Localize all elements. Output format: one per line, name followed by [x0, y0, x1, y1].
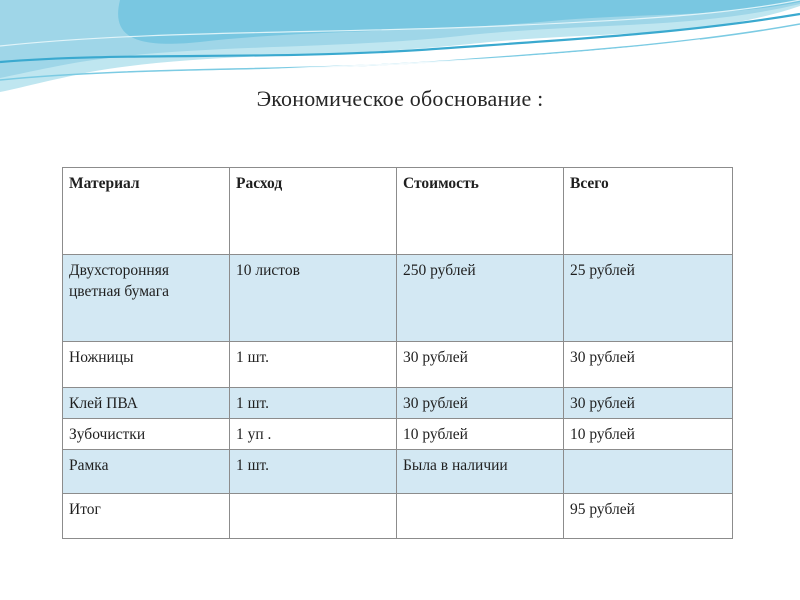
table-cell: 95 рублей [564, 494, 733, 539]
header-wave-decoration [0, 0, 800, 100]
table-row [63, 388, 733, 419]
table-cell: Была в наличии [397, 450, 564, 494]
table-cell: 1 шт. [230, 450, 397, 494]
table-row [63, 255, 733, 342]
table-row [63, 342, 733, 388]
header-consumption: Расход [230, 168, 397, 255]
table-cell: 10 рублей [397, 419, 564, 450]
table-cell: 30 рублей [564, 388, 733, 419]
table-cell: 10 рублей [564, 419, 733, 450]
header-total: Всего [564, 168, 733, 255]
table-cell: 25 рублей [564, 255, 733, 342]
table-row [63, 419, 733, 450]
table-cell: 30 рублей [564, 342, 733, 388]
table-cell: 1 шт. [230, 342, 397, 388]
table-cell: Ножницы [63, 342, 230, 388]
table-cell: 30 рублей [397, 388, 564, 419]
table-cell: Двухсторонняя цветная бумага [63, 255, 230, 342]
economic-justification-table [62, 167, 733, 539]
table-header-row [63, 168, 733, 255]
table-cell: Итог [63, 494, 230, 539]
table-cell: Зубочистки [63, 419, 230, 450]
table-cell: 1 шт. [230, 388, 397, 419]
table-cell: 10 листов [230, 255, 397, 342]
table-cell: 1 уп . [230, 419, 397, 450]
table-cell [564, 450, 733, 494]
table-cell [397, 494, 564, 539]
header-cost: Стоимость [397, 168, 564, 255]
table-cell: 30 рублей [397, 342, 564, 388]
table-cell: Клей ПВА [63, 388, 230, 419]
header-material: Материал [63, 168, 230, 255]
table-cell: Рамка [63, 450, 230, 494]
table-cell: 250 рублей [397, 255, 564, 342]
table-row [63, 450, 733, 494]
table-cell [230, 494, 397, 539]
table-row-total [63, 494, 733, 539]
slide-title: Экономическое обоснование : [256, 86, 544, 111]
